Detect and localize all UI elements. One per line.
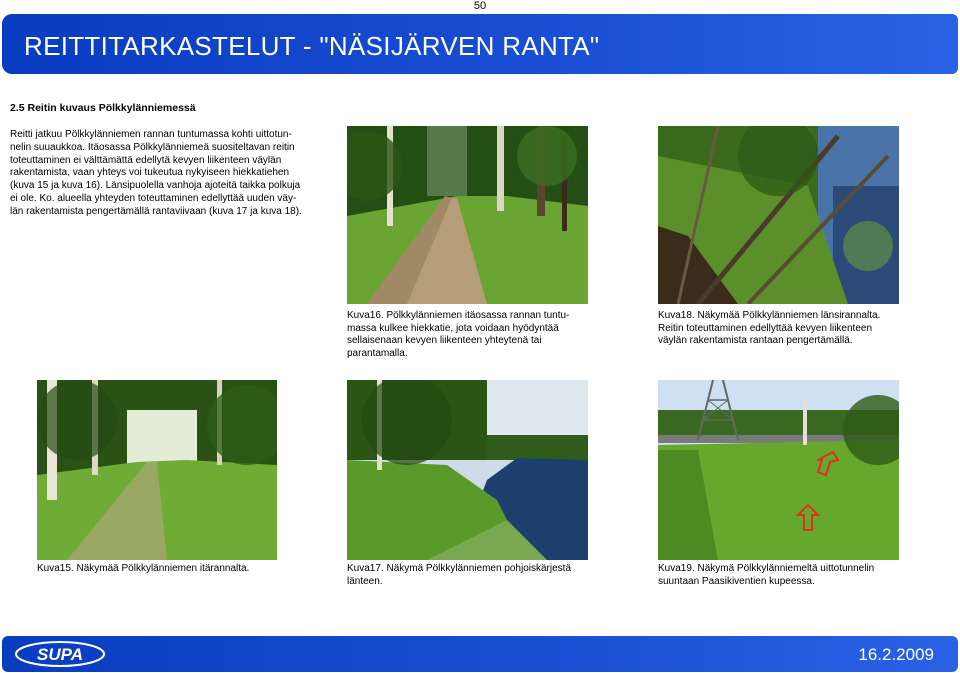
intro-line: län rakentamista pengertämällä rantaviivaan (kuva 17 ja kuva 18). xyxy=(10,205,302,217)
photo-kuva17 xyxy=(347,380,588,560)
intro-line: Reitti jatkuu Pölkkylänniemen rannan tuntumassa kohti uittotun- xyxy=(10,129,292,140)
caption-line: suuntaan Paasikiventien kupeessa. xyxy=(658,575,815,587)
section-heading: 2.5 Reitin kuvaus Pölkkylänniemessä xyxy=(10,102,196,114)
supa-logo xyxy=(14,640,106,668)
caption-line: Kuva19. Näkymä Pölkkylänniemeltä uittotunnelin xyxy=(658,563,875,574)
photo-kuva15 xyxy=(37,380,277,560)
caption-kuva19 xyxy=(658,563,918,588)
intro-line: nelin suuaukkoa. Itäosassa Pölkkylänniemeä suositeltavan reitin xyxy=(10,141,295,153)
caption-kuva15 xyxy=(37,563,297,576)
caption-line: parantamalla. xyxy=(347,347,408,359)
page-number: 50 xyxy=(473,0,487,12)
caption-kuva16 xyxy=(347,310,592,360)
caption-line: Kuva18. Näkymää Pölkkylänniemen länsirannalta. xyxy=(658,310,881,321)
caption-kuva18 xyxy=(658,310,918,348)
caption-line: massa kulkee hiekkatie, jota voidaan hyödyntää xyxy=(347,322,559,334)
title-banner xyxy=(2,14,958,74)
caption-line: länteen. xyxy=(347,575,383,587)
footer-date: 16.2.2009 xyxy=(858,645,934,664)
caption-kuva17 xyxy=(347,563,607,588)
photo-kuva16 xyxy=(347,126,588,304)
caption-line: väylän rakentamista rantaan pengertämällä. xyxy=(658,335,853,346)
intro-line: toteuttaminen ei välttämättä edellytä kevyen liikenteen väylän xyxy=(10,154,282,166)
caption-line: sellaisenaan kevyen liikenteen yhteytenä tai xyxy=(347,335,542,346)
footer-banner xyxy=(2,636,958,672)
caption-line: Kuva15. Näkymää Pölkkylänniemen itärannalta. xyxy=(37,563,250,574)
caption-line: Reitin toteuttaminen edellyttää kevyen liikenteen xyxy=(658,322,873,334)
svg-text:SUPA: SUPA xyxy=(37,645,83,664)
photo-kuva18 xyxy=(658,126,899,304)
caption-line: Kuva16. Pölkkylänniemen itäosassa rannan tuntu- xyxy=(347,310,570,321)
intro-paragraph xyxy=(10,129,310,219)
page-title: REITTITARKASTELUT - "NÄSIJÄRVEN RANTA" xyxy=(24,31,600,61)
photo-kuva19 xyxy=(658,380,899,560)
intro-line: rakentamista, vaan yhteys voi tukeutua nykyiseen hiekkatiehen xyxy=(10,167,290,179)
intro-line: (kuva 15 ja kuva 16). Länsipuolella vanhoja ajoteitä taikka polkuja xyxy=(10,180,301,192)
intro-line: ei ole. Ko. alueella yhteyden toteuttaminen edellyttää uuden väy- xyxy=(10,192,297,204)
caption-line: Kuva17. Näkymä Pölkkylänniemen pohjoiskärjestä xyxy=(347,563,572,574)
